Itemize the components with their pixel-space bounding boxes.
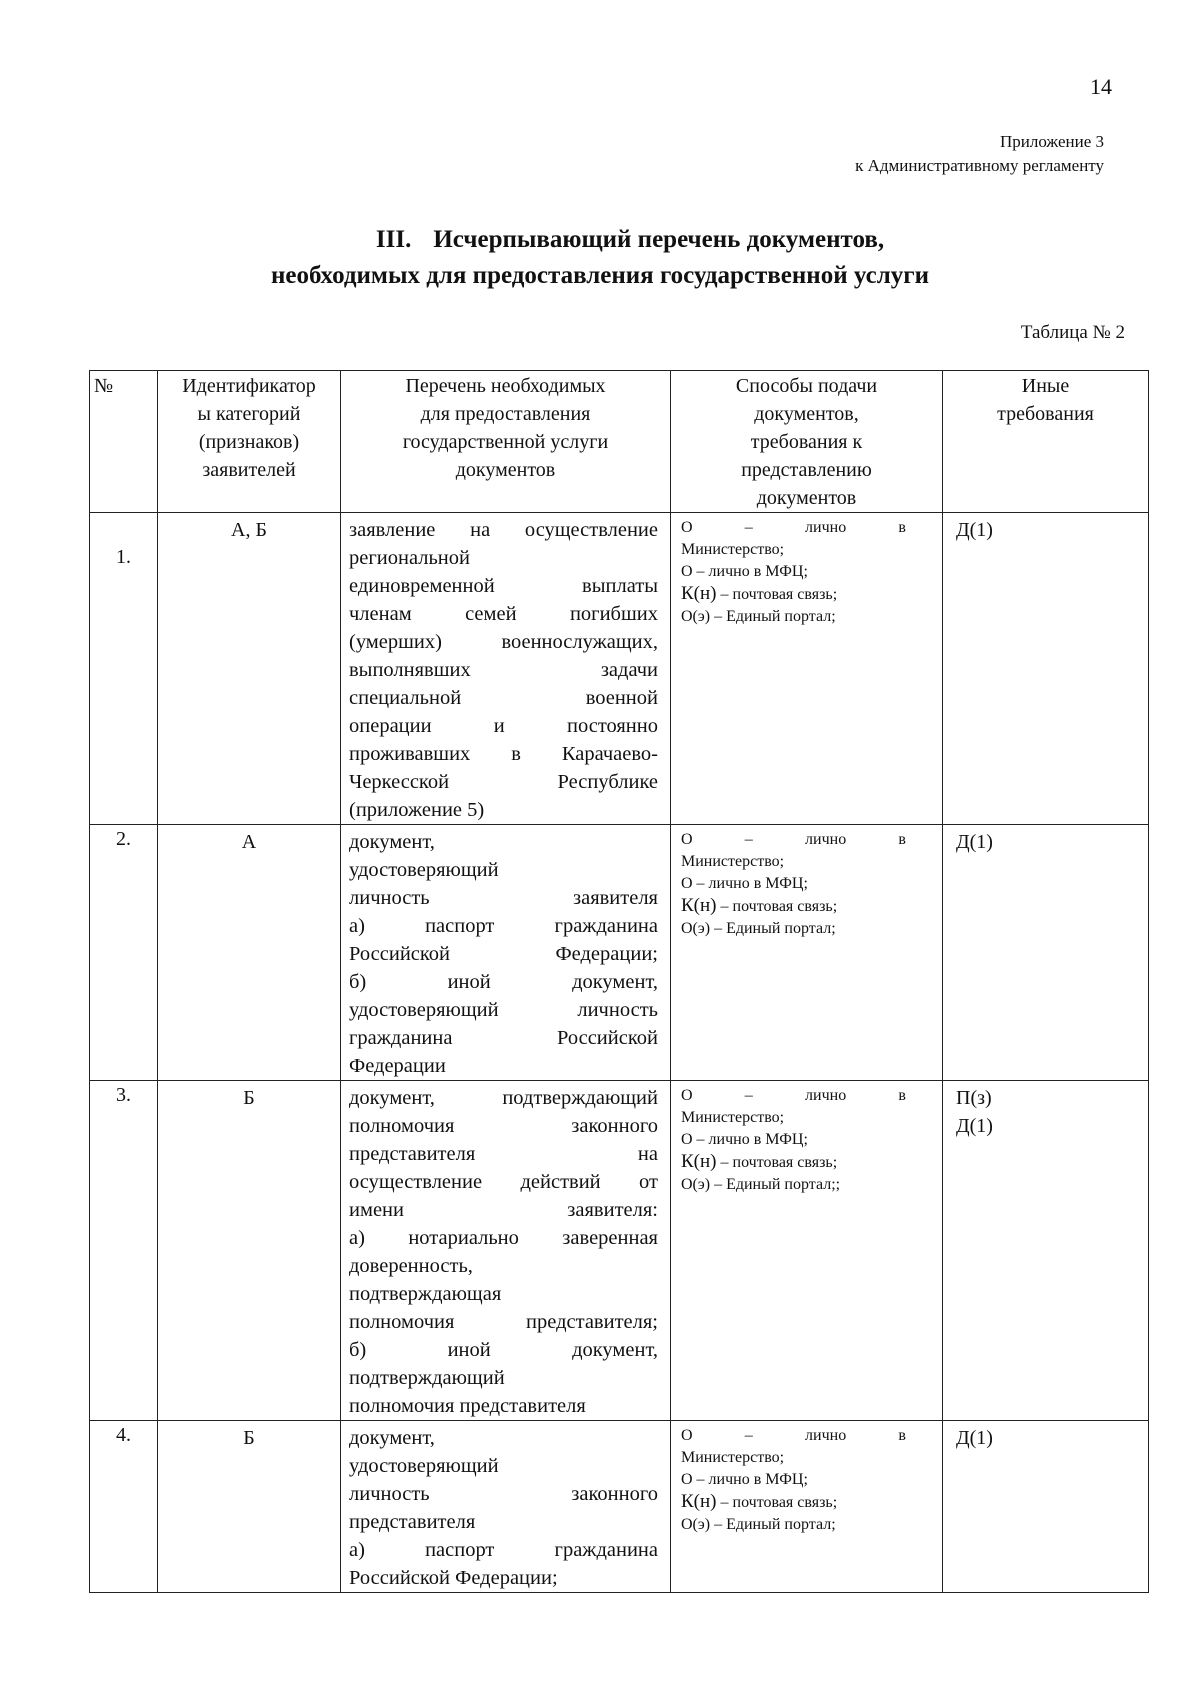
table-row [90,1421,1149,1593]
way-ministry: Министерство; [681,853,785,870]
header-category-line: (признаков) [198,431,300,453]
table-row [90,1081,1149,1421]
header-submission-ways [671,371,943,513]
way-post-text: – почтовая связь; [720,1494,838,1511]
header-category-line: заявителей [202,459,296,481]
document-text-line: полномочия представителя [349,1395,586,1417]
document-text-line: выполнявших задачи [349,659,658,681]
other-requirements [943,1421,1149,1593]
header-documents-line: Перечень необходимых [405,375,606,397]
document-text-line: операции и постоянно [349,715,658,737]
way-code: О [681,1427,693,1444]
document-text-line: а) паспорт гражданина [349,1539,658,1561]
document-text-line: удостоверяющий [349,1455,499,1477]
header-category-line: ы категорий [197,403,301,425]
header-ways-line: представлению [741,459,872,481]
header-number: № [90,371,158,513]
requirement-code: Д(1) [956,1427,993,1449]
header-other-line: Иные [1021,375,1070,397]
requirement-code: Д(1) [956,1115,993,1137]
row-number-text: 1. [116,546,131,568]
applicant-category: Б [158,1081,341,1421]
document-text-line: документ, [349,1427,435,1449]
document-text-line: (приложение 5) [349,799,485,821]
way-post-code: К(н) [681,583,717,604]
header-documents [341,371,671,513]
document-text-line: представителя на [349,1143,658,1165]
way-post-code: К(н) [681,895,717,916]
document-text-line: Черкесской Республике [349,771,658,793]
way-mfc: О – лично в МФЦ; [681,1471,808,1488]
way-post-code: К(н) [681,1491,717,1512]
way-ministry: Министерство; [681,541,785,558]
way-post [681,1491,934,1514]
row-number [90,1421,158,1593]
document-text-line: представителя [349,1511,476,1533]
way-dash: – [744,1427,753,1444]
way-in-person-ministry-line [681,1085,934,1107]
header-ways-line: Способы подачи [735,375,878,397]
document-text-line: подтверждающая [349,1283,502,1305]
way-post [681,895,934,918]
way-word: лично [805,831,847,848]
requirement-code: Д(1) [956,519,993,541]
header-ways-line: документов [756,487,857,509]
document-text-line: Федерации [349,1055,446,1077]
way-word: лично [805,1087,847,1104]
document-text-line: удостоверяющий [349,859,499,881]
other-requirements [943,513,1149,825]
documents-table [89,370,1149,1593]
header-other-requirements [943,371,1149,513]
document-text-line: проживавших в Карачаево- [349,743,658,765]
section-title-line-2: необходимых для предоставления государственной услуги [271,262,929,289]
way-post-text: – почтовая связь; [720,898,838,915]
way-portal: О(э) – Единый портал;; [681,1176,841,1193]
row-number-text: 3. [116,1084,131,1106]
way-code: О [681,831,693,848]
required-document [341,825,671,1081]
way-code: О [681,519,693,536]
appendix-line-2: к Административному регламенту [855,156,1104,175]
table-row [90,513,1149,825]
required-document [341,1081,671,1421]
way-in-person-ministry-line [681,517,934,539]
way-code: О [681,1087,693,1104]
table-row [90,825,1149,1081]
way-dash: – [744,1087,753,1104]
row-number [90,825,158,1081]
way-word: лично [805,1427,847,1444]
document-text-line: личность законного [349,1483,658,1505]
document-text-line: полномочия представителя; [349,1311,658,1333]
other-requirements [943,825,1149,1081]
other-requirements [943,1081,1149,1421]
document-text-line: б) иной документ, [349,1339,658,1361]
row-number [90,1081,158,1421]
document-text-line: подтверждающий [349,1367,505,1389]
appendix-note [855,130,1104,178]
row-number-text: 2. [116,828,131,850]
requirement-code: Д(1) [956,831,993,853]
table-header-row [90,371,1149,513]
way-word: лично [805,519,847,536]
document-text-line: имени заявителя: [349,1199,658,1221]
way-post-text: – почтовая связь; [720,586,838,603]
document-text-line: Российской Федерации; [349,943,658,965]
way-post-code: К(н) [681,1151,717,1172]
header-documents-line: документов [455,459,556,481]
document-text-line: специальной военной [349,687,658,709]
applicant-category: А [158,825,341,1081]
way-word: в [898,1087,906,1104]
document-text-line: удостоверяющий личность [349,999,658,1021]
document-text-line: заявление на осуществление [349,519,658,541]
way-word: в [898,831,906,848]
document-text-line: полномочия законного [349,1115,658,1137]
section-title-text-1: Исчерпывающий перечень документов, [433,226,885,253]
document-text-line: осуществление действий от [349,1171,658,1193]
document-text-line: единовременной выплаты [349,575,658,597]
way-post-text: – почтовая связь; [720,1154,838,1171]
header-documents-line: государственной услуги [402,431,609,453]
way-portal: О(э) – Единый портал; [681,920,836,937]
submission-ways [671,1421,943,1593]
row-number [90,513,158,825]
section-number: III. [375,226,412,253]
way-post [681,1151,934,1174]
way-ministry: Министерство; [681,1109,785,1126]
submission-ways [671,1081,943,1421]
way-in-person-ministry-line [681,829,934,851]
section-title [0,222,1200,294]
way-mfc: О – лично в МФЦ; [681,563,808,580]
way-word: в [898,519,906,536]
row-number-text: 4. [116,1424,131,1446]
header-other-line: требования [997,403,1094,425]
applicant-category: А, Б [158,513,341,825]
required-document [341,1421,671,1593]
document-text-line: доверенность, [349,1255,473,1277]
document-text-line: гражданина Российской [349,1027,658,1049]
document-text-line: личность заявителя [349,887,658,909]
submission-ways [671,825,943,1081]
way-ministry: Министерство; [681,1449,785,1466]
document-text-line: б) иной документ, [349,971,658,993]
way-dash: – [744,519,753,536]
document-text-line: членам семей погибших [349,603,658,625]
required-document [341,513,671,825]
page-number: 14 [1090,74,1112,99]
way-mfc: О – лично в МФЦ; [681,875,808,892]
document-text-line: региональной [349,547,470,569]
way-dash: – [744,831,753,848]
header-documents-line: для предоставления [420,403,591,425]
header-category [158,371,341,513]
requirement-code: П(з) [956,1087,992,1109]
document-text-line: а) нотариально заверенная [349,1227,658,1249]
header-ways-line: требования к [750,431,863,453]
way-portal: О(э) – Единый портал; [681,608,836,625]
document-text-line: Российской Федерации; [349,1567,558,1589]
section-title-line-1 [0,222,1200,258]
way-mfc: О – лично в МФЦ; [681,1131,808,1148]
table-label: Таблица № 2 [1020,322,1125,343]
submission-ways [671,513,943,825]
way-word: в [898,1427,906,1444]
way-in-person-ministry-line [681,1425,934,1447]
way-portal: О(э) – Единый портал; [681,1516,836,1533]
document-text-line: (умерших) военнослужащих, [349,631,658,653]
document-text-line: а) паспорт гражданина [349,915,658,937]
document-text-line: документ, [349,831,435,853]
appendix-line-1: Приложение 3 [1000,132,1104,151]
document-text-line: документ, подтверждающий [349,1087,658,1109]
way-post [681,583,934,606]
header-ways-line: документов, [754,403,859,425]
header-category-line: Идентификатор [182,375,316,397]
applicant-category: Б [158,1421,341,1593]
